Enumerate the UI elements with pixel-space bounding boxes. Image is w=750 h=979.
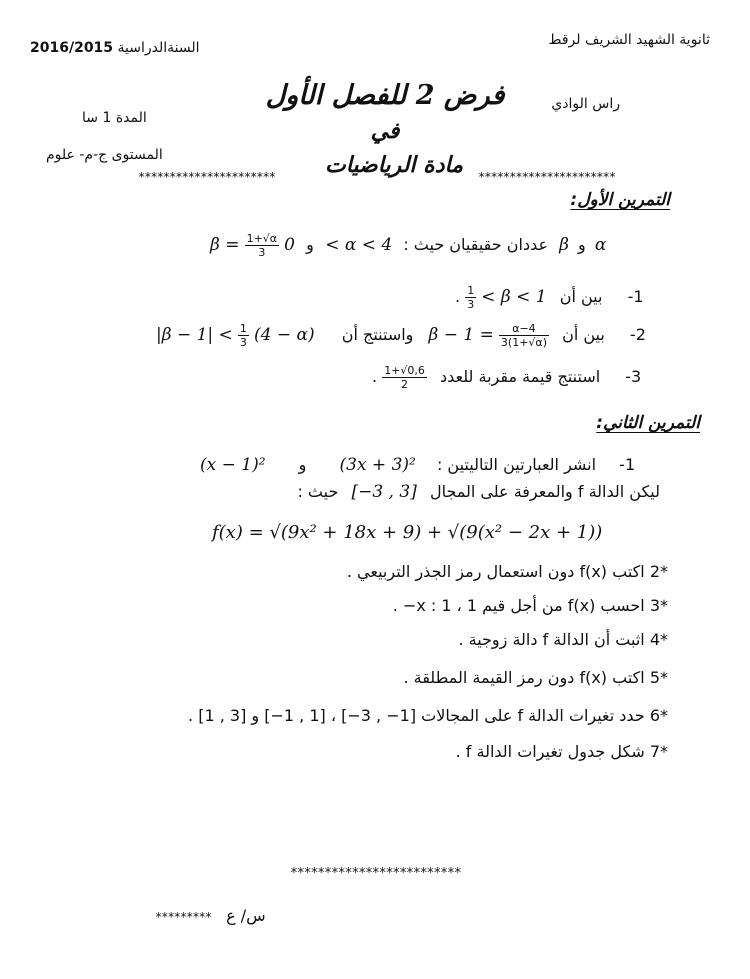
def-where: حيث : [297, 482, 339, 501]
title-line2: في [370, 118, 400, 144]
school-name: ثانوية الشهيد الشريف لرقط [548, 32, 710, 48]
def-text: ليكن الدالة f والمعرفة على المجال [429, 482, 660, 501]
item2-frac-num: α−4 [499, 322, 549, 336]
stars-right: ********************** [478, 170, 615, 184]
duration: المدة 1 سا [82, 110, 147, 126]
item3-text: استنتج قيمة مقربة للعدد [440, 367, 601, 386]
item2-math2-frac [238, 322, 249, 349]
item3-period: . [372, 367, 378, 386]
item3-number: -3 [625, 367, 642, 386]
item1-expr1: (3x + 3)² [339, 455, 416, 475]
item1-number: -1 [619, 455, 636, 474]
ex1-item2 [156, 322, 646, 349]
item2-frac-den: 3(1+√α) [500, 336, 547, 349]
stars-left: ********************** [138, 170, 275, 184]
item2-math2-num: 1 [239, 322, 247, 335]
intro-beta-den: 3 [258, 246, 266, 259]
ex2-q4: *4 اثبت أن الدالة f دالة زوجية . [458, 630, 668, 649]
intro-alpha: α [594, 235, 607, 255]
ex1-intro [210, 232, 606, 259]
intro-text: عددان حقيقيان حيث : [403, 235, 549, 254]
item1-text: انشر العبارتين التاليتين : [436, 455, 597, 474]
ex2-q3: *3 احسب f(x) من أجل قيم x : 1 ، 1− . [392, 596, 668, 615]
ex2-formula: f(x) = √(9x² + 18x + 9) + √(9(x² − 2x + 1)) [212, 522, 603, 543]
item2-math2-den: 3 [239, 336, 247, 349]
item2-number: -2 [629, 325, 646, 344]
ex2-definition [297, 482, 660, 502]
item2-frac [499, 322, 549, 349]
item1-number: -1 [627, 287, 644, 306]
item3-frac-num: 1+√0,6 [384, 364, 425, 377]
ex1-item3 [372, 364, 641, 391]
item2-math: β − 1 = [428, 325, 494, 345]
level: المستوى ج-م- علوم [46, 147, 163, 163]
intro-and-2: و [578, 235, 586, 254]
footer-stars: ************************* [290, 866, 461, 881]
title-line3: مادة الرياضيات [325, 152, 463, 178]
signature-text: س/ ع [226, 906, 266, 925]
item1-text: بين أن [559, 287, 603, 306]
item1-expr2: (x − 1)² [200, 455, 266, 475]
title-line1: فرض 2 للفصل الأول [265, 80, 505, 111]
exercise2-title: التمرين الثاني: [596, 413, 700, 433]
item3-frac [382, 364, 427, 391]
footer-signature [155, 906, 266, 925]
item2-math2-tail: (4 − α) [254, 325, 315, 345]
ex1-item1 [455, 284, 644, 311]
item2-text: بين أن [562, 325, 605, 344]
item2-math2: |β − 1| < [156, 325, 233, 345]
ex2-q6: *6 حدد تغيرات الدالة f على المجالات [1− , 3−] ، [1 , 1−] و [3 , 1] . [188, 706, 668, 725]
signature-stars: ********* [155, 910, 212, 924]
def-interval: [3 , 3−] [351, 482, 417, 502]
item1-frac-den: 3 [467, 298, 475, 311]
ex2-q5: *5 اكتب f(x) دون رمز القيمة المطلقة . [403, 668, 668, 687]
ex2-q7: *7 شكل جدول تغيرات الدالة f . [455, 742, 668, 761]
intro-condition: 0 < α < 4 [284, 235, 393, 255]
item3-frac-den: 2 [401, 378, 409, 391]
item2-text2: واستنتج أن [341, 325, 414, 344]
intro-and: و [306, 235, 314, 254]
intro-b: β [559, 235, 569, 255]
ex2-q2: *2 اكتب f(x) دون استعمال رمز الجذر التربيعي . [346, 562, 668, 581]
intro-beta-num: 1+√α [246, 232, 278, 245]
school-year-value: 2016/2015 [30, 40, 114, 56]
item1-and: و [298, 455, 307, 474]
item1-math: < β < 1 [481, 287, 547, 307]
school-year-label: السنةالدراسية [117, 40, 200, 56]
ex2-item1 [200, 455, 635, 475]
item1-frac-num: 1 [467, 284, 475, 297]
item1-frac [465, 284, 476, 311]
school-year [30, 40, 200, 56]
exercise1-title: التمرين الأول: [570, 190, 670, 210]
item1-period: . [455, 287, 461, 306]
intro-beta: β = [210, 235, 240, 255]
place: راس الوادي [551, 96, 620, 112]
intro-beta-frac [245, 232, 279, 259]
